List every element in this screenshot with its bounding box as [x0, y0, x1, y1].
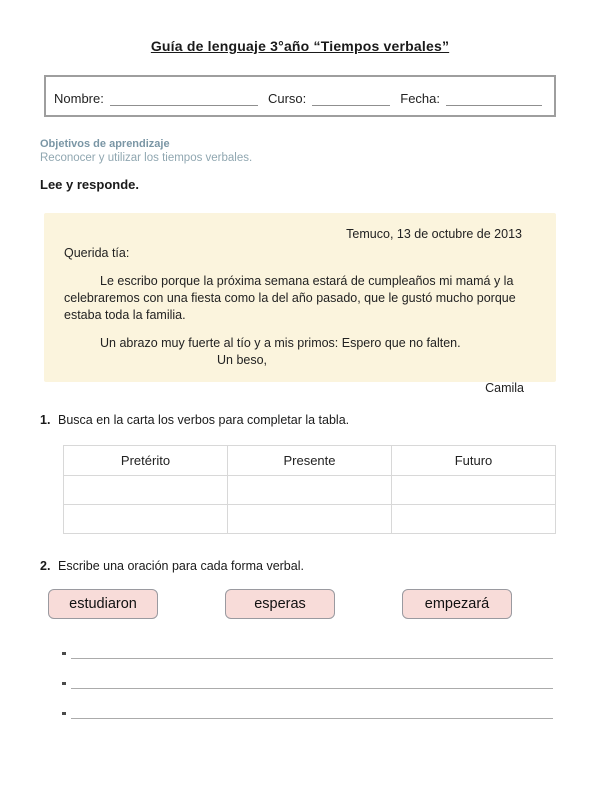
table-row — [64, 476, 556, 505]
curso-blank-line — [312, 92, 390, 106]
exercise-1-number: 1. — [40, 413, 51, 427]
table-header-presente: Presente — [228, 446, 392, 476]
verb-tense-table — [63, 445, 556, 534]
bullet-marker — [62, 652, 66, 655]
word-card-empezara: empezará — [402, 589, 512, 619]
exercise-1-text: Busca en la carta los verbos para completar la tabla. — [58, 413, 350, 427]
objectives-section — [40, 138, 560, 164]
curso-label: Curso: — [267, 91, 307, 106]
letter-date: Temuco, 13 de octubre de 2013 — [346, 227, 522, 241]
exercise-2-number: 2. — [40, 559, 51, 573]
letter-closing: Un beso, — [217, 353, 268, 367]
table-empty-cell — [228, 476, 392, 505]
letter-signature: Camila — [485, 381, 524, 395]
letter-hug-line: Un abrazo muy fuerte al tío y a mis primos: Espero que no falten. — [100, 336, 461, 350]
bullet-marker — [62, 682, 66, 685]
table-empty-cell — [64, 505, 228, 534]
fecha-blank-line — [446, 92, 542, 106]
word-card-esperas: esperas — [225, 589, 335, 619]
instruction-read-respond: Lee y responde. — [40, 177, 139, 192]
answer-line — [62, 676, 553, 689]
table-empty-cell — [64, 476, 228, 505]
table-header-futuro: Futuro — [392, 446, 556, 476]
objectives-heading: Objetivos de aprendizaje — [40, 138, 170, 150]
name-label: Nombre: — [54, 91, 104, 106]
letter-card — [44, 213, 556, 395]
letter-salutation: Querida tía: — [64, 246, 130, 260]
answer-blank-line — [71, 646, 553, 659]
table-header-row — [64, 446, 556, 476]
answer-lines — [62, 646, 553, 719]
student-info-box — [44, 75, 556, 117]
table-empty-cell — [392, 476, 556, 505]
table-empty-cell — [228, 505, 392, 534]
exercise-2 — [40, 559, 560, 573]
letter-paragraph: Le escribo porque la próxima semana estará de cumpleaños mi mamá y la celebraremos con una fiesta como la del año pasado, que le gustó mucho porque estaba toda la familia. — [64, 274, 516, 322]
answer-blank-line — [71, 676, 553, 689]
page-title: Guía de lenguaje 3°año “Tiempos verbales” — [150, 38, 450, 54]
exercise-1 — [40, 413, 560, 427]
answer-blank-line — [71, 706, 553, 719]
table-header-preterito: Pretérito — [64, 446, 228, 476]
table-row — [64, 505, 556, 534]
table-empty-cell — [392, 505, 556, 534]
fecha-label: Fecha: — [400, 91, 440, 106]
verb-word-cards — [48, 589, 512, 619]
name-blank-line — [110, 92, 258, 106]
objectives-text: Reconocer y utilizar los tiempos verbales. — [40, 152, 253, 164]
answer-line — [62, 706, 553, 719]
word-card-estudiaron: estudiaron — [48, 589, 158, 619]
exercise-2-text: Escribe una oración para cada forma verbal. — [58, 559, 304, 573]
bullet-marker — [62, 712, 66, 715]
answer-line — [62, 646, 553, 659]
